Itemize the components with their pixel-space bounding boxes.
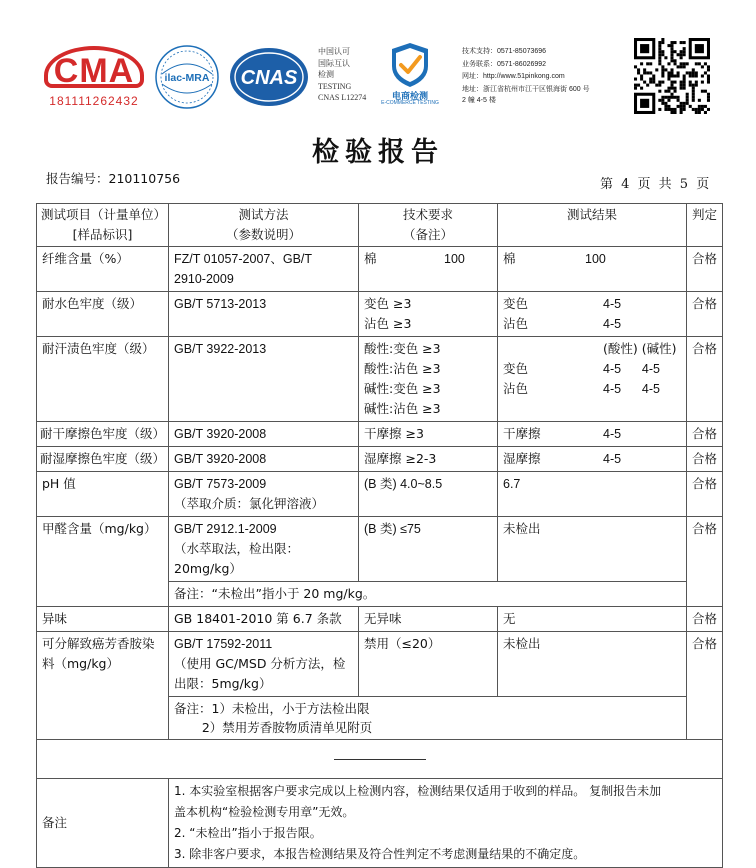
verdict-cell: 合格 (687, 517, 723, 607)
remarks-content (169, 779, 723, 868)
table-row (37, 247, 723, 292)
remark-line: 1. 本实验室根据客户要求完成以上检测内容，检测结果仅适用于收到的样品。 复制报告未加 (174, 784, 662, 798)
cma-logo-text: CMA (44, 46, 144, 88)
remark-line: 3. 除非客户要求，本报告检测结果及符合性判定不考虑测量结果的不确定度。 (174, 847, 586, 861)
contact-line: 地址：浙江省杭州市江干区银海街 600 号 (462, 85, 590, 93)
remark-line: 盖本机构“检验检测专用章”无效。 (174, 805, 355, 819)
table-row (37, 607, 723, 632)
requirement-cell: 无异味 (359, 607, 498, 632)
cert-line: TESTING (318, 81, 352, 91)
table-header-row (37, 204, 723, 247)
verdict-cell: 合格 (687, 247, 723, 292)
verdict-cell: 合格 (687, 292, 723, 337)
result-cell: 6.7 (498, 472, 687, 517)
result-cell: 变色 4-5 沾色 4-5 (498, 292, 687, 337)
result-cell: 未检出 (498, 517, 687, 582)
requirement-cell: 干摩擦 ≥3 (359, 422, 498, 447)
end-line (334, 759, 426, 760)
cert-line: 国际互认 (318, 58, 350, 68)
result-cell: 棉 100 (498, 247, 687, 292)
report-title: 检验报告 (312, 137, 444, 168)
ec-title: 电商检测 (391, 91, 428, 101)
requirement-cell: (B 类) ≤75 (359, 517, 498, 582)
remarks-row (37, 779, 723, 868)
result-cell: 干摩擦 4-5 (498, 422, 687, 447)
end-line-cell (37, 740, 723, 779)
table-row (37, 337, 723, 422)
cert-line: 中国认可 (318, 47, 350, 56)
ecommerce-testing-logo (370, 40, 450, 110)
item-cell: 异味 (37, 607, 169, 632)
result-cell: 无 (498, 607, 687, 632)
verdict-cell: 合格 (687, 632, 723, 740)
table-row (37, 292, 723, 337)
verdict-cell: 合格 (687, 422, 723, 447)
result-cell: 未检出 (498, 632, 687, 697)
method-cell: GB/T 7573-2009 （萃取介质：氯化钾溶液） (169, 472, 359, 517)
ec-subtitle: E-COMMERCE TESTING (381, 100, 439, 106)
contact-line: 2 幢 4-5 楼 (462, 97, 496, 104)
item-cell: 耐干摩擦色牢度（级） (37, 422, 169, 447)
method-cell: FZ/T 01057-2007、GB/T 2910-2009 (169, 247, 359, 292)
method-cell: GB/T 3920-2008 (169, 422, 359, 447)
remark-line: 2. “未检出”指小于报告限。 (174, 826, 322, 840)
requirement-cell: (B 类) 4.0~8.5 (359, 472, 498, 517)
cert-text (318, 46, 366, 104)
end-separator-row (37, 740, 723, 779)
table-row (37, 517, 723, 582)
item-cell: 耐水色牢度（级） (37, 292, 169, 337)
requirement-cell: 酸性:变色 ≥3 酸性:沾色 ≥3 碱性:变色 ≥3 碱性:沾色 ≥3 (359, 337, 498, 422)
cma-number: 181111262432 (49, 94, 139, 108)
result-cell: 湿摩擦 4-5 (498, 447, 687, 472)
qr-code (634, 38, 710, 114)
cnas-label: CNAS (240, 67, 298, 89)
item-cell: 纤维含量（%） (37, 247, 169, 292)
contact-info (462, 46, 590, 105)
page-indicator: 第 4 页 共 5 页 (600, 177, 710, 192)
header-item: 测试项目（计量单位） [样品标识] (37, 204, 169, 247)
method-cell: GB/T 3920-2008 (169, 447, 359, 472)
shield-check-icon (370, 40, 450, 90)
item-cell: 可分解致癌芳香胺染 料（mg/kg） (37, 632, 169, 740)
contact-line: 网址：http://www.51pinkong.com (462, 73, 565, 80)
header-verdict: 判定 (687, 204, 723, 247)
verdict-cell: 合格 (687, 447, 723, 472)
results-table (36, 203, 723, 868)
header-requirement: 技术要求 （备注） (359, 204, 498, 247)
item-cell: pH 值 (37, 472, 169, 517)
table-row (37, 422, 723, 447)
contact-line: 业务联系：0571-86026992 (462, 60, 547, 68)
header-result: 测试结果 (498, 204, 687, 247)
method-cell: GB/T 2912.1-2009 （水萃取法，检出限：20mg/kg） (169, 517, 359, 582)
result-cell: (酸性) (碱性) 变色 4-5 4-5 沾色 4-5 4-5 (498, 337, 687, 422)
requirement-cell: 湿摩擦 ≥2-3 (359, 447, 498, 472)
cert-line: CNAS L12274 (318, 93, 367, 102)
formaldehyde-note: 备注：“未检出”指小于 20 mg/kg。 (169, 582, 687, 607)
method-cell: GB 18401-2010 第 6.7 条款 (169, 607, 359, 632)
method-cell: GB/T 5713-2013 (169, 292, 359, 337)
cnas-logo (228, 46, 310, 108)
table-row (37, 632, 723, 697)
verdict-cell: 合格 (687, 607, 723, 632)
item-cell: 甲醛含量（mg/kg） (37, 517, 169, 607)
requirement-cell: 禁用（≤20） (359, 632, 498, 697)
method-cell: GB/T 3922-2013 (169, 337, 359, 422)
contact-line: 技术支持：0571-85073696 (462, 48, 547, 55)
method-cell: GB/T 17592-2011 （使用 GC/MSD 分析方法，检 出限：5mg/kg） (169, 632, 359, 697)
verdict-cell: 合格 (687, 472, 723, 517)
requirement-cell: 棉 100 (359, 247, 498, 292)
item-cell: 耐汗渍色牢度（级） (37, 337, 169, 422)
cert-line: 检测 (318, 70, 334, 79)
requirement-cell: 变色 ≥3 沾色 ≥3 (359, 292, 498, 337)
report-number: 报告编号：210110756 (46, 171, 181, 186)
ilac-label: ilac-MRA (164, 72, 210, 84)
ilac-mra-logo (154, 44, 220, 110)
header-method: 测试方法 （参数说明） (169, 204, 359, 247)
remarks-label: 备注 (37, 779, 169, 868)
table-row (37, 472, 723, 517)
item-cell: 耐湿摩擦色牢度（级） (37, 447, 169, 472)
table-row (37, 447, 723, 472)
amine-note: 备注：1）未检出，小于方法检出限 2）禁用芳香胺物质清单见附页 (169, 697, 687, 740)
verdict-cell: 合格 (687, 337, 723, 422)
cma-logo (42, 40, 146, 112)
